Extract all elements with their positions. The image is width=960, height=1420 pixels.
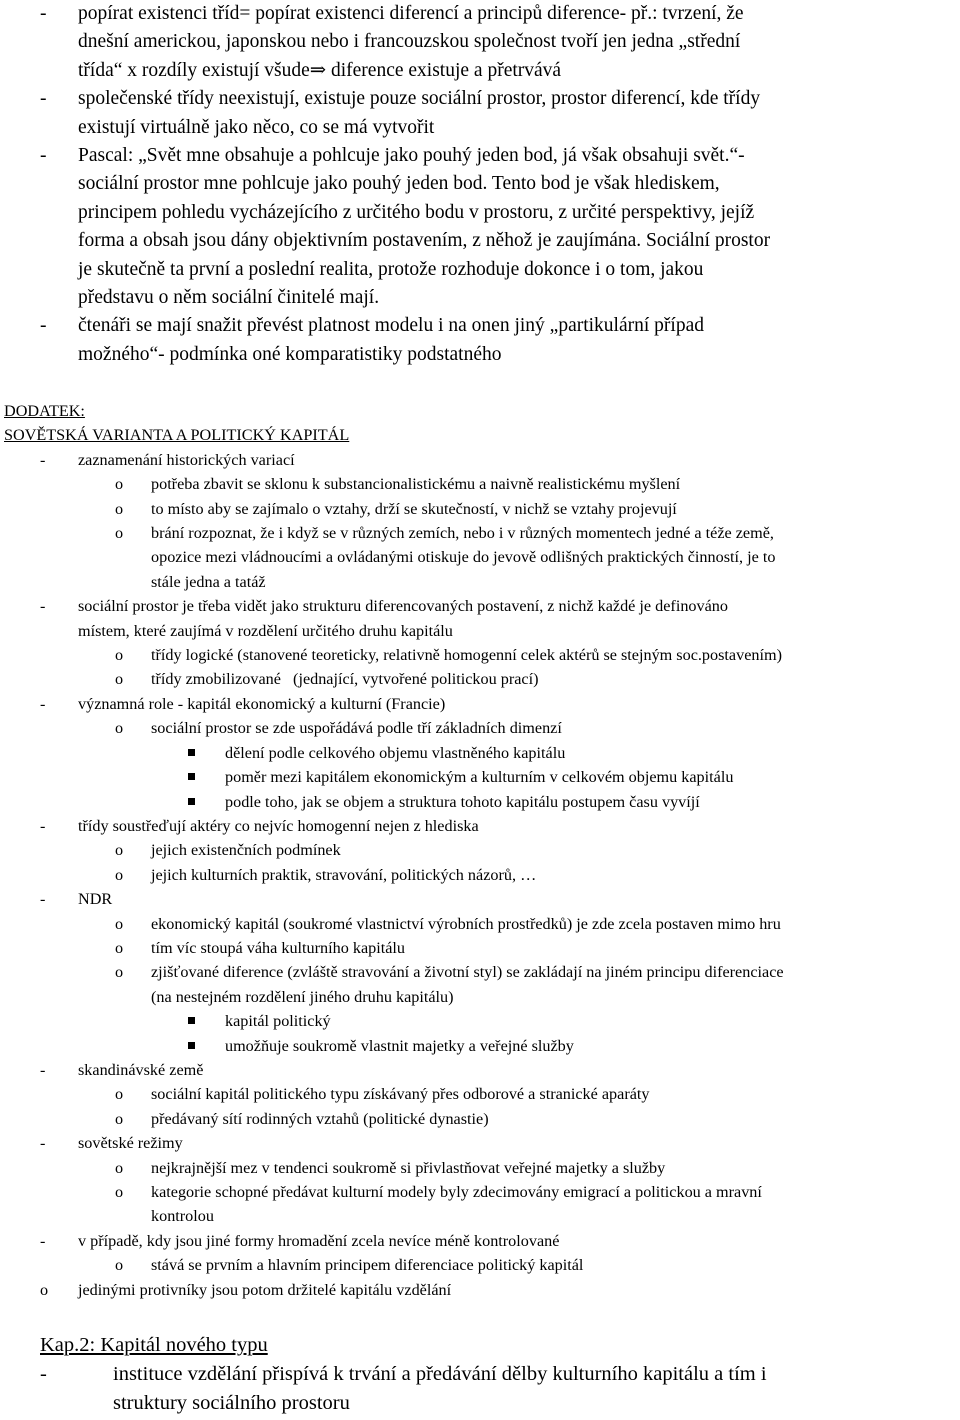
circle-marker: o [115,524,124,543]
item-text: třídy zmobilizované (jednající, vytvořené politickou prací) [151,670,539,689]
list-item [0,472,960,496]
section-label: zaznamenání historických variací [78,450,295,469]
list-item [0,863,960,887]
text-line: představu o něm sociální činitelé mají. [78,287,380,309]
section-label: sovětské režimy [78,1134,183,1153]
item-text: kategorie schopné předávat kulturní modely byly zdecimovány emigrací a politickou a mravní [151,1183,762,1201]
section-label: sociální prostor je třeba vidět jako strukturu diferencovaných postavení, z nichž každé je definováno [78,597,728,616]
circle-marker: o [115,719,124,738]
list-item [0,936,960,960]
section-label: skandinávské země [78,1060,204,1079]
item-text: třídy logické (stanovené teoreticky, relativně homogenní celek aktérů se stejným soc.postavením) [151,646,782,665]
item-text: jedinými protivníky jsou potom držitelé kapitálu vzdělání [78,1280,452,1299]
text-line: dnešní americkou, japonskou nebo i francouzskou společnost tvoří jen jedna „střední [78,31,741,53]
item-text: podle toho, jak se objem a struktura tohoto kapitálu postupem času vyvíjí [225,792,700,811]
list-item [0,1156,960,1180]
intro-bullets [0,0,960,369]
section-label: místem, které zaujímá v rozdělení určitého druhu kapitálu [78,621,453,640]
list-item [0,887,960,911]
list-item [0,716,960,740]
item-text: opozice mezi vládnoucími a ovládanými otiskuje do jevově odlišných praktických činností, je to [151,548,776,567]
list-item [0,142,960,312]
dash-marker: - [40,315,47,337]
item-text: dělení podle celkového objemu vlastněného kapitálu [225,743,566,762]
circle-marker: o [115,499,124,518]
item-text: potřeba zbavit se sklonu k substancionalistickému a naivně realistickému myšlení [151,475,681,494]
list-item [0,814,960,838]
item-text: sociální kapitál politického typu získávaný přes odborové a stranické aparáty [151,1085,650,1104]
text-line: možného“- podmínka oné komparatistiky podstatného [78,343,502,365]
list-item [0,448,960,472]
circle-marker: o [40,1280,49,1299]
circle-marker: o [115,670,124,689]
list-item [0,1009,960,1033]
chapter-title: Kap.2: Kapitál nového typu [40,1334,268,1356]
dash-marker: - [40,1134,46,1153]
item-text: umožňuje soukromě vlastnit majetky a veřejné služby [225,1036,574,1055]
dash-marker: - [40,450,46,469]
list-item [0,1034,960,1058]
item-text: poměr mezi kapitálem ekonomickým a kulturním v celkovém objemu kapitálu [225,768,734,787]
list-item [0,85,960,142]
list-item [0,790,960,814]
circle-marker: o [115,1256,124,1275]
text-line: společenské třídy neexistují, existuje pouze sociální prostor, prostor diferencí, kde třídy [78,88,761,110]
circle-marker: o [115,475,124,494]
circle-marker: o [115,646,124,665]
dash-marker: - [40,145,47,167]
list-item [0,497,960,521]
list-item [0,667,960,691]
circle-marker: o [115,1158,124,1177]
text-line: principem pohledu vycházejícího z určitého bodu v prostoru, z určité perspektivy, jejíž [78,201,755,223]
addendum-subheading: SOVĚTSKÁ VARIANTA A POLITICKÝ KAPITÁL [4,426,350,445]
dash-marker: - [40,1060,46,1079]
list-item [0,643,960,667]
list-item [0,594,960,643]
addendum-section [0,399,960,1302]
circle-marker: o [115,1109,124,1128]
text-line: Pascal: „Svět mne obsahuje a pohlcuje jako pouhý jeden bod, já však obsahuji svět.“- [78,145,745,167]
item-text: jejich kulturních praktik, stravování, politických názorů, … [151,865,537,884]
list-item [0,1278,960,1302]
item-text: (na nestejném rozdělení jiného druhu kapitálu) [151,987,454,1006]
circle-marker: o [115,1183,124,1201]
text-line: čtenáři se mají snažit převést platnost modelu i na onen jiný „partikulární případ [78,315,704,337]
circle-marker: o [115,963,124,982]
list-item [0,1131,960,1155]
text-line: popírat existenci tříd= popírat existenci diferencí a principů diference- př.: tvrzení, že [78,3,744,24]
item-text: kontrolou [151,1207,214,1226]
chapter-section [0,1331,960,1418]
circle-marker: o [115,1085,124,1104]
square-bullet-icon [188,1017,195,1024]
item-text: stále jedna a tatáž [151,572,266,591]
item-text: to místo aby se zajímalo o vztahy, drží se skutečností, v nichž se vztahy projevují [151,499,677,518]
dash-marker: - [40,694,46,713]
dash-marker: - [40,816,46,835]
circle-marker: o [115,865,124,884]
circle-marker: o [115,841,124,860]
list-item [0,912,960,936]
circle-marker: o [115,938,124,957]
list-item [0,1107,960,1131]
list-item [0,521,960,594]
item-text: ekonomický kapitál (soukromé vlastnictví výrobních prostředků) je zde zcela postaven mimo hru [151,914,781,933]
square-bullet-icon [188,1042,195,1049]
dash-marker: - [40,3,47,24]
item-text: struktury sociálního prostoru [113,1392,350,1414]
item-text: stává se prvním a hlavním principem diferenciace politický kapitál [151,1256,584,1275]
addendum-heading: DODATEK: [4,402,85,420]
list-item [0,765,960,789]
list-item [0,0,960,85]
section-label: v případě, kdy jsou jiné formy hromadění zcela nevíce méně kontrolované [78,1231,560,1250]
item-text: kapitál politický [225,1012,331,1031]
square-bullet-icon [188,798,195,805]
item-text: brání rozpoznat, že i když se v různých zemích, nebo i v různých momentech jedné a téže země, [151,524,774,543]
list-item [0,1058,960,1082]
list-item [0,1229,960,1253]
item-text: předávaný sítí rodinných vztahů (politické dynastie) [151,1109,489,1128]
dash-marker: - [40,1231,46,1250]
item-text: tím víc stoupá váha kulturního kapitálu [151,938,406,957]
text-line: sociální prostor mne pohlcuje jako pouhý jeden bod. Tento bod je však hlediskem, [78,173,720,195]
section-label: významná role - kapitál ekonomický a kulturní (Francie) [78,694,446,713]
list-item [0,692,960,716]
dash-marker: - [40,890,46,909]
list-item [0,960,960,1009]
list-item [0,1082,960,1106]
list-item [0,1253,960,1277]
item-text: instituce vzdělání přispívá k trvání a předávání dělby kulturního kapitálu a tím i [113,1363,767,1385]
list-item [0,312,960,369]
dash-marker: - [40,88,47,110]
item-text: nejkrajnější mez v tendenci soukromě si přivlastňovat veřejné majetky a služby [151,1158,666,1177]
text-line: forma a obsah jsou dány objektivním postavením, z něhož je zaujímána. Sociální prostor [78,230,771,252]
list-item [0,1180,960,1229]
square-bullet-icon [188,749,195,756]
list-item [0,741,960,765]
text-line: existují virtuálně jako něco, co se má vytvořit [78,116,435,138]
section-label: třídy soustřeďují aktéry co nejvíc homogenní nejen z hlediska [78,816,479,835]
list-item [0,838,960,862]
dash-marker: - [40,597,46,616]
text-line: třída“ x rozdíly existují všude⇒ diference existuje a přetrvává [78,59,562,81]
section-label: NDR [78,890,113,909]
text-line: je skutečně ta první a poslední realita, protože rozhoduje dokonce i o tom, jakou [78,258,704,280]
list-item [0,1360,960,1418]
dash-marker: - [40,1363,47,1385]
item-text: jejich existenčních podmínek [151,841,341,860]
circle-marker: o [115,914,124,933]
item-text: zjišťované diference (zvláště stravování a životní styl) se zakládají na jiném principu diferenciace [151,963,784,982]
item-text: sociální prostor se zde uspořádává podle tří základních dimenzí [151,719,562,738]
square-bullet-icon [188,773,195,780]
